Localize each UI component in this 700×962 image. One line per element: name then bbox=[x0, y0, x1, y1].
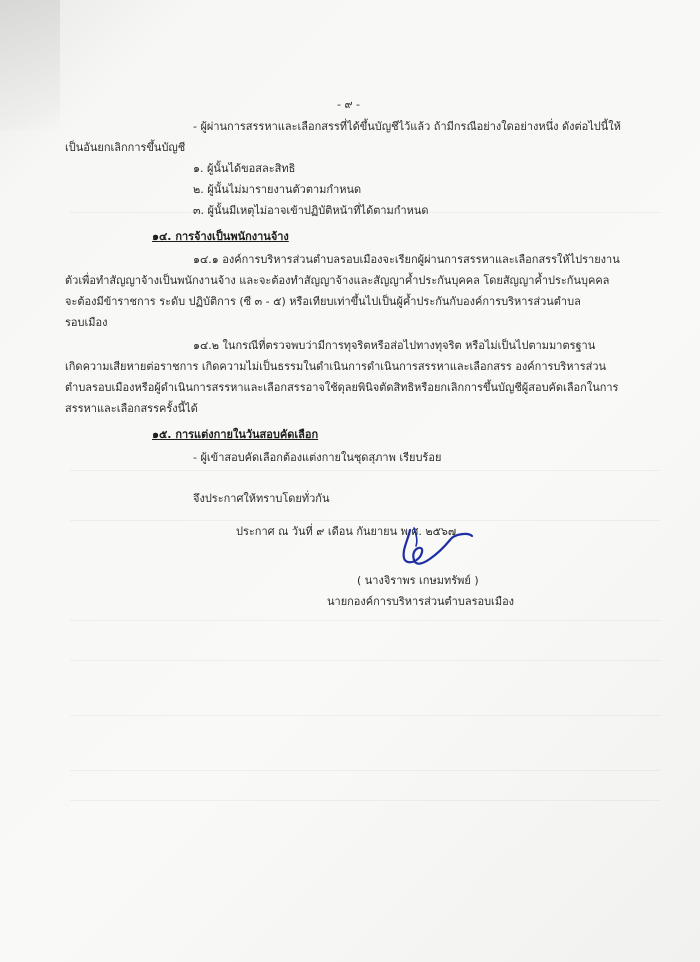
signer-name: ( นางจิราพร เกษมทรัพย์ ) bbox=[357, 574, 479, 587]
cancel-item-3: ๓. ผู้นั้นมีเหตุไม่อาจเข้าปฏิบัติหน้าที่ได้ตามกำหนด bbox=[193, 204, 429, 217]
date-line: ประกาศ ณ วันที่ ๙ เดือน กันยายน พ.ศ. ๒๕๖๗ bbox=[236, 525, 457, 538]
section-14-1-line-1: ๑๔.๑ องค์การบริหารส่วนตำบลรอบเมืองจะเรียกผู้ผ่านการสรรหาและเลือกสรรให้ไปรายงาน bbox=[193, 253, 620, 266]
show-through-line bbox=[70, 800, 660, 801]
section-14-2-line-3: ตำบลรอบเมืองหรือผู้ดำเนินการสรรหาและเลือกสรรอาจใช้ดุลยพินิจตัดสิทธิหรือยกเลิกการขึ้นบัญชีผู้สอบคัดเลือกในการ bbox=[65, 381, 619, 394]
intro-line-1: - ผู้ผ่านการสรรหาและเลือกสรรที่ได้ขึ้นบัญชีไว้แล้ว ถ้ามีกรณีอย่างใดอย่างหนึ่ง ดังต่อไปนี้ให้ bbox=[193, 120, 621, 133]
show-through-line bbox=[70, 715, 660, 716]
show-through-line bbox=[70, 520, 660, 521]
signer-title: นายกองค์การบริหารส่วนตำบลรอบเมือง bbox=[327, 595, 515, 608]
cancel-item-1: ๑. ผู้นั้นได้ขอสละสิทธิ bbox=[193, 162, 296, 175]
page-fold-shadow bbox=[0, 0, 60, 130]
section-15-heading: ๑๕. การแต่งกายในวันสอบคัดเลือก bbox=[152, 428, 319, 441]
section-14-1-line-2: ตัวเพื่อทำสัญญาจ้างเป็นพนักงานจ้าง และจะต้องทำสัญญาจ้างและสัญญาค้ำประกันบุคคล โดยสัญญาค้ำประกันบุคคล bbox=[65, 274, 610, 287]
show-through-line bbox=[70, 470, 660, 471]
section-14-2-line-4: สรรหาและเลือกสรรครั้งนี้ได้ bbox=[65, 402, 198, 415]
page-number: - ๙ - bbox=[337, 98, 360, 111]
section-14-heading: ๑๔. การจ้างเป็นพนักงานจ้าง bbox=[152, 230, 289, 243]
signature-mark bbox=[380, 522, 475, 577]
section-14-2-line-2: เกิดความเสียหายต่อราชการ เกิดความไม่เป็นธรรมในดำเนินการดำเนินการสรรหาและเลือกสรร องค์การบริหารส่วน bbox=[65, 360, 607, 373]
announce-line: จึงประกาศให้ทราบโดยทั่วกัน bbox=[193, 492, 330, 505]
section-14-1-line-3: จะต้องมีข้าราชการ ระดับ ปฏิบัติการ (ซี ๓ - ๕) หรือเทียบเท่าขึ้นไปเป็นผู้ค้ำประกันกับองค์การบริหารส่วนตำบล bbox=[65, 295, 581, 308]
show-through-line bbox=[70, 660, 660, 661]
section-15-item: - ผู้เข้าสอบคัดเลือกต้องแต่งกายในชุดสุภาพ เรียบร้อย bbox=[193, 451, 442, 464]
section-14-1-line-4: รอบเมือง bbox=[65, 316, 108, 329]
show-through-line bbox=[70, 770, 660, 771]
section-14-2-line-1: ๑๔.๒ ในกรณีที่ตรวจพบว่ามีการทุจริตหรือส่อไปทางทุจริต หรือไม่เป็นไปตามมาตรฐาน bbox=[193, 339, 596, 352]
show-through-line bbox=[70, 620, 660, 621]
intro-line-2: เป็นอันยกเลิกการขึ้นบัญชี bbox=[65, 141, 186, 154]
cancel-item-2: ๒. ผู้นั้นไม่มารายงานตัวตามกำหนด bbox=[193, 183, 362, 196]
